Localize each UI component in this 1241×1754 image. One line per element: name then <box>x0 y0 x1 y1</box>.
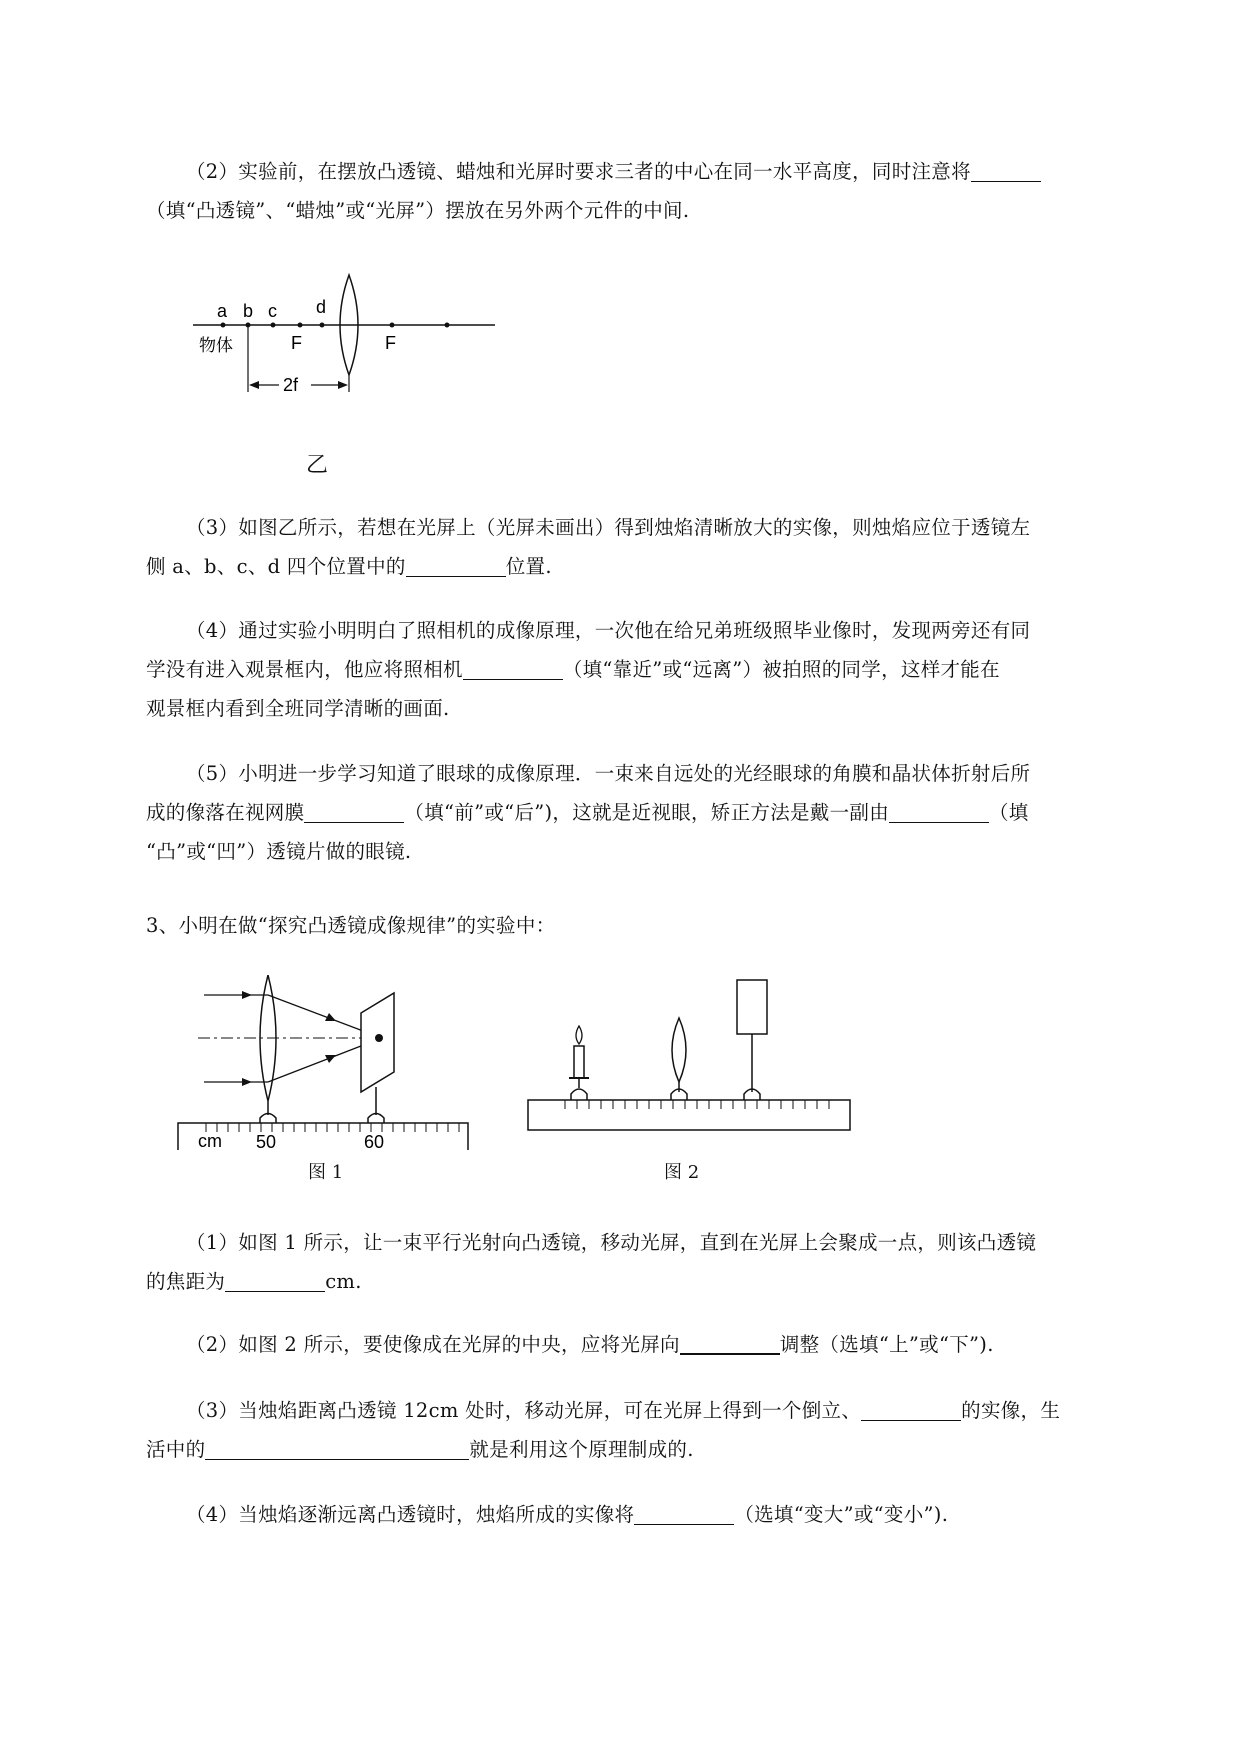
q2-3-text-2: 侧 a、b、c、d 四个位置中的 <box>146 555 406 578</box>
answer-blank[interactable] <box>304 798 404 823</box>
q3-3-text-4: 就是利用这个原理制成的. <box>469 1438 694 1461</box>
point-f-left <box>320 323 325 328</box>
q3-4-text-1: （4）当烛焰逐渐远离凸透镜时，烛焰所成的实像将 <box>186 1503 635 1526</box>
q2-5-text-4: （填 <box>989 801 1029 824</box>
answer-blank[interactable] <box>205 1435 469 1460</box>
ruler-tick-50: 50 <box>256 1132 277 1152</box>
answer-blank[interactable] <box>861 1396 961 1421</box>
light-screen <box>737 980 767 1034</box>
question-3-2 <box>146 1325 1156 1364</box>
answer-blank[interactable] <box>225 1267 325 1292</box>
q2-5-text-1: （5）小明进一步学习知道了眼球的成像原理．一束来自远处的光经眼球的角膜和晶状体折射后所 <box>186 762 1031 785</box>
q2-4-text-1: （4）通过实验小明明白了照相机的成像原理，一次他在给兄弟班级照毕业像时，发现两旁还有同 <box>186 619 1031 642</box>
point-a <box>221 323 226 328</box>
candle-flame <box>576 1026 582 1044</box>
figure-2 <box>525 978 855 1148</box>
q2-2-text-2: （填“凸透镜”、“蜡烛”或“光屏”）摆放在另外两个元件的中间. <box>146 199 690 222</box>
point-2f-right <box>445 323 450 328</box>
point-d <box>298 323 303 328</box>
q3-2-text-2: 调整（选填“上”或“下”). <box>779 1333 994 1356</box>
q3-3-text-1: （3）当烛焰距离凸透镜 12cm 处时，移动光屏，可在光屏上得到一个倒立、 <box>186 1399 862 1422</box>
convex-lens-shape <box>672 1018 686 1082</box>
dim-arrow-right <box>338 381 348 389</box>
q2-4-text-3: （填“靠近”或“远离”）被拍照的同学，这样才能在 <box>562 658 1000 681</box>
question-2-3 <box>146 508 1156 586</box>
label-c: c <box>268 301 277 321</box>
figure-yi <box>185 265 505 475</box>
ruler-unit-label: cm <box>198 1131 222 1151</box>
optical-bench-ruler <box>528 1100 850 1130</box>
question-2-4 <box>146 611 1156 728</box>
q3-1-text-2: 的焦距为 <box>146 1270 226 1293</box>
label-2f: 2f <box>283 375 299 395</box>
question-2-2 <box>146 152 1156 230</box>
figure-yi-caption: 乙 <box>306 453 329 478</box>
question-3-3 <box>146 1391 1156 1469</box>
figure-1-caption: 图 1 <box>308 1162 344 1183</box>
answer-blank[interactable] <box>889 798 989 823</box>
q3-4-text-2: （选填“变大”或“变小”). <box>734 1503 949 1526</box>
answer-blank[interactable] <box>680 1329 780 1355</box>
question-3-4 <box>146 1495 1156 1534</box>
q3-1-text-1: （1）如图 1 所示，让一束平行光射向凸透镜，移动光屏，直到在光屏上会聚成一点，则该凸透镜 <box>186 1231 1037 1254</box>
q2-2-text-1: （2）实验前，在摆放凸透镜、蜡烛和光屏时要求三者的中心在同一水平高度，同时注意将 <box>186 160 971 183</box>
answer-blank[interactable] <box>634 1500 734 1525</box>
ruler-tick-60: 60 <box>364 1132 385 1152</box>
label-f-left: F <box>291 333 302 353</box>
point-f-right <box>390 323 395 328</box>
label-f-right: F <box>385 333 396 353</box>
q2-4-text-4: 观景框内看到全班同学清晰的画面. <box>146 697 450 720</box>
focus-point <box>375 1034 383 1042</box>
q3-3-text-2: 的实像，生 <box>961 1399 1061 1422</box>
q2-5-text-3: （填“前”或“后”)，这就是近视眼，矫正方法是戴一副由 <box>404 801 889 824</box>
dim-arrow-left <box>249 381 259 389</box>
question-3-1 <box>146 1223 1156 1301</box>
figure-2-caption: 图 2 <box>664 1162 700 1183</box>
answer-blank[interactable] <box>406 552 506 577</box>
q2-5-text-5: “凸”或“凹”）透镜片做的眼镜. <box>146 840 412 863</box>
point-c <box>271 323 276 328</box>
label-d: d <box>316 297 327 317</box>
q2-3-text-1: （3）如图乙所示，若想在光屏上（光屏未画出）得到烛焰清晰放大的实像，则烛焰应位于透镜左 <box>186 516 1031 539</box>
light-screen <box>361 993 394 1092</box>
answer-blank[interactable] <box>463 655 563 680</box>
q2-4-text-2: 学没有进入观景框内，他应将照相机 <box>146 658 463 681</box>
question-3-title: 3、小明在做“探究凸透镜成像规律”的实验中： <box>146 914 556 937</box>
label-object: 物体 <box>199 336 233 355</box>
candle-holder <box>571 1089 587 1100</box>
answer-blank[interactable] <box>971 157 1041 182</box>
figure-1-labels <box>176 1125 476 1155</box>
q2-5-text-2: 成的像落在视网膜 <box>146 801 305 824</box>
q3-1-text-3: cm. <box>325 1270 362 1293</box>
q3-3-text-3: 活中的 <box>146 1438 206 1461</box>
label-b: b <box>243 301 254 321</box>
label-a: a <box>217 301 228 321</box>
q2-3-text-3: 位置. <box>505 555 552 578</box>
ray-bottom-arrow <box>242 1078 252 1086</box>
ray-top-arrow <box>242 991 252 999</box>
q3-2-text-1: （2）如图 2 所示，要使像成在光屏的中央，应将光屏向 <box>186 1333 680 1356</box>
question-2-5 <box>146 754 1156 871</box>
figure-1 <box>176 975 476 1150</box>
candle-body <box>574 1046 584 1078</box>
